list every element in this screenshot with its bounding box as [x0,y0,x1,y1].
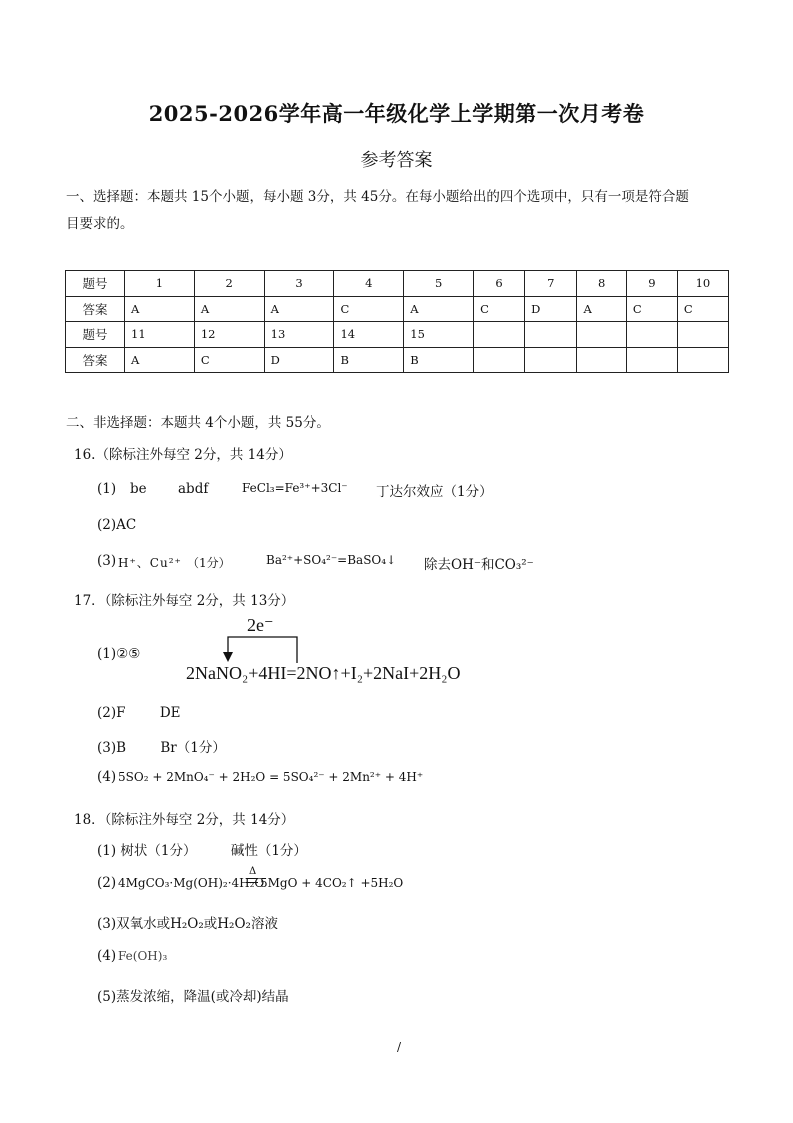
q16-part3-answer-c: 除去OH⁻和CO₃²⁻ [424,557,534,573]
q16-part3-note: （1分） [187,556,231,570]
table-cell: 10 [677,271,728,297]
equals-bar [246,882,258,883]
table-cell: B [334,347,404,373]
q16-heading: 16.（除标注外每空 2分，共 14分） [74,447,292,463]
section1-instruction-line2: 目要求的。 [66,216,134,232]
q16-part1-answer-b: abdf [178,481,209,497]
electron-transfer-arrow [218,634,308,664]
q18-part4-number: (4) [97,948,117,964]
table-cell [525,347,577,373]
q17-part4-equation: 5SO₂ + 2MnO₄⁻ + 2H₂O = 5SO₄²⁻ + 2Mn²⁺ + 4H⁺ [118,770,424,784]
table-cell [677,347,728,373]
q18-part2-equation: 4MgCO₃·Mg(OH)₂·4H₂O [118,876,265,890]
table-cell [474,347,525,373]
q16-part1-number: (1) [97,481,117,497]
table-cell: 11 [125,322,195,348]
table-row [66,296,729,322]
answer-table [65,270,729,373]
q18-part3: (3)双氧水或H₂O₂或H₂O₂溶液 [97,916,278,932]
table-cell: A [264,296,334,322]
table-cell: C [334,296,404,322]
table-cell: C [474,296,525,322]
table-cell: 12 [194,322,264,348]
table-cell: 9 [626,271,677,297]
table-cell: 15 [404,322,474,348]
table-cell [677,322,728,348]
q16-part1-equation: FeCl₃=Fe³⁺+3Cl⁻ [242,481,348,495]
table-cell [525,322,577,348]
table-cell [577,322,626,348]
table-row [66,347,729,373]
table-cell: A [125,296,195,322]
section2-heading: 二、非选择题：本题共 4个小题，共 55分。 [66,415,330,431]
table-row [66,322,729,348]
table-cell: A [577,296,626,322]
table-cell: C [626,296,677,322]
electron-transfer-label: 2e⁻ [247,615,274,635]
table-cell: 1 [125,271,195,297]
q17-heading: 17．（除标注外每空 2分，共 13分） [74,593,295,609]
q16-part3-number: (3) [97,553,117,569]
table-cell: B [404,347,474,373]
row-label: 答案 [66,296,125,322]
q16-part2: (2)AC [97,517,137,533]
section1-instruction-line1: 一、选择题：本题共 15个小题，每小题 3分，共 45分。在每小题给出的四个选项中，只有一项是符合题 [66,189,689,205]
q16-part1-answer-c: 丁达尔效应（1分） [376,484,493,500]
table-cell: 3 [264,271,334,297]
q18-heading: 18．（除标注外每空 2分，共 14分） [74,812,295,828]
equals-bar [246,878,258,879]
table-cell: C [677,296,728,322]
row-label: 题号 [66,271,125,297]
table-cell: 5 [404,271,474,297]
table-cell: 7 [525,271,577,297]
table-cell: D [264,347,334,373]
table-cell [474,322,525,348]
q18-part2-number: (2) [97,875,117,891]
q18-part5: (5)蒸发浓缩，降温(或冷却)结晶 [97,989,289,1005]
q17-part3: (3)B Br（1分） [97,740,226,756]
table-cell [577,347,626,373]
table-cell [626,347,677,373]
q18-part4-formula: Fe(OH)₃ [118,949,168,963]
table-cell: D [525,296,577,322]
page-subtitle: 参考答案 [360,150,433,171]
q17-part2: (2)F DE [97,705,181,721]
heat-delta-symbol: Δ [249,866,257,877]
q16-part3-equation: Ba²⁺+SO₄²⁻=BaSO₄↓ [266,553,397,567]
q17-part1: (1)②⑤ [97,646,141,662]
table-cell: 14 [334,322,404,348]
page-title: 2025-2026学年高一年级化学上学期第一次月考卷 [148,101,645,126]
row-label: 题号 [66,322,125,348]
table-row [66,271,729,297]
page-number: / [397,1040,402,1054]
row-label: 答案 [66,347,125,373]
q18-part2-equation-products: 5MgO + 4CO₂↑ +5H₂O [260,876,404,890]
q16-part3-ions: H⁺、Cu²⁺ [118,556,182,570]
table-cell [626,322,677,348]
table-cell: A [125,347,195,373]
q17-part4-number: (4) [97,769,117,785]
table-cell: C [194,347,264,373]
table-cell: 4 [334,271,404,297]
table-cell: 6 [474,271,525,297]
table-cell: 8 [577,271,626,297]
table-cell: A [194,296,264,322]
q18-part1: (1) 树状（1分） 碱性（1分） [97,843,307,859]
table-cell: A [404,296,474,322]
table-cell: 13 [264,322,334,348]
q17-redox-equation: 2NaNO₂+4HI=2NO↑+I₂+2NaI+2H₂O [186,663,461,683]
q16-part1-answer-a: be [130,481,147,497]
table-cell: 2 [194,271,264,297]
